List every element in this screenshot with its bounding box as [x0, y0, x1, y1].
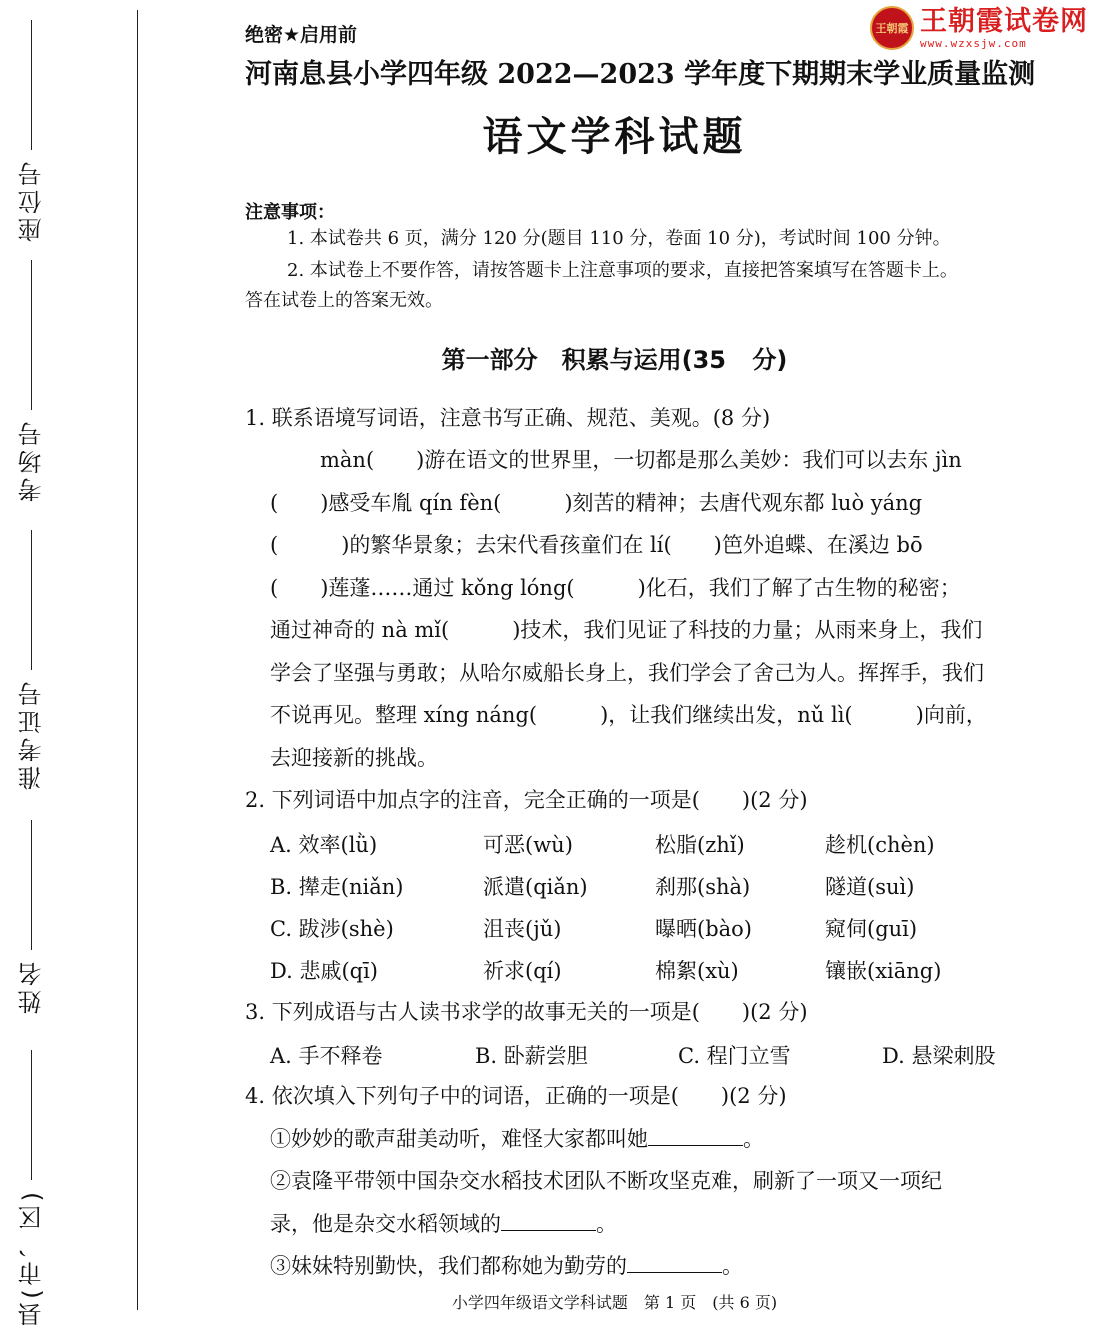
logo-seal-icon: 王朝霞 — [870, 6, 914, 50]
binding-line — [137, 10, 138, 1310]
question-1-line: 通过神奇的 nà mǐ( )技术，我们见证了科技的力量；从雨来身上，我们 — [270, 618, 983, 642]
secret-label: 绝密★启用前 — [245, 24, 358, 46]
note-2-cont: 答在试卷上的答案无效。 — [245, 290, 443, 311]
question-1-line: 去迎接新的挑战。 — [270, 746, 438, 770]
question-1-line: ( )感受车胤 qín fèn( )刻苦的精神；去唐代观东都 luò yáng — [270, 491, 923, 515]
note-1: 1. 本试卷共 6 页，满分 120 分(题目 110 分，卷面 10 分)，考试时间 100 分钟。 — [287, 228, 951, 249]
q4-sentence-3: ③妹妹特别勤快，我们都称她为勤劳的 。 — [270, 1254, 743, 1278]
q2-option-b2: 派遣(qiǎn) — [483, 875, 588, 899]
name-field — [14, 820, 49, 1014]
question-2-stem: 2. 下列词语中加点字的注音，完全正确的一项是( )(2 分) — [245, 788, 808, 812]
site-logo — [870, 6, 1088, 50]
question-1-line: 学会了坚强与勇敢；从哈尔威船长身上，我们学会了舍己为人。挥挥手，我们 — [270, 661, 984, 685]
room-label: 考场号 — [18, 418, 46, 502]
answer-blank — [648, 1125, 743, 1146]
exam-title: 河南息县小学四年级 2022—2023 学年度下期期末学业质量监测 — [245, 59, 1036, 90]
logo-name: 王朝霞试卷网 — [920, 5, 1088, 37]
q2-option-d1: D. 悲戚(qī) — [270, 959, 378, 983]
q2-option-c2: 沮丧(jǔ) — [483, 917, 562, 941]
q3-option-d: D. 悬梁刺股 — [882, 1044, 996, 1068]
q2-option-b1: B. 撵走(niǎn) — [270, 875, 404, 899]
q2-option-a3: 松脂(zhǐ) — [655, 833, 745, 857]
q2-option-a4: 趁机(chèn) — [825, 833, 935, 857]
q2-option-c4: 窥伺(guī) — [825, 917, 918, 941]
county-field — [14, 1050, 49, 1327]
q2-option-b3: 刹那(shà) — [655, 875, 751, 899]
q2-option-b4: 隧道(suì) — [825, 875, 915, 899]
binding-sidebar — [0, 0, 140, 1328]
ticket-field — [14, 530, 49, 790]
question-4-stem: 4. 依次填入下列句子中的词语，正确的一项是( )(2 分) — [245, 1084, 787, 1108]
question-3-stem: 3. 下列成语与古人读书求学的故事无关的一项是( )(2 分) — [245, 1000, 808, 1024]
note-2: 2. 本试卷上不要作答，请按答题卡上注意事项的要求，直接把答案填写在答题卡上。 — [287, 260, 958, 281]
question-1-line: 不说再见。整理 xíng náng( )，让我们继续出发，nǔ lì( )向前， — [270, 703, 987, 727]
q2-option-c3: 曝晒(bào) — [655, 917, 752, 941]
subject-title: 语文学科试题 — [482, 113, 747, 160]
q4-sentence-2: ②袁隆平带领中国杂交水稻技术团队不断攻坚克难，刷新了一项又一项纪 — [270, 1169, 942, 1193]
question-1-line: ( )莲蓬……通过 kǒng lóng( )化石，我们了解了古生物的秘密； — [270, 576, 961, 600]
q2-option-a2: 可恶(wù) — [483, 833, 573, 857]
county-label: 县(市、区) — [18, 1188, 46, 1327]
question-1-stem: 1. 联系语境写词语，注意书写正确、规范、美观。(8 分) — [245, 406, 771, 430]
q4-sentence-1: ①妙妙的歌声甜美动听，难怪大家都叫她 。 — [270, 1127, 764, 1151]
answer-blank — [501, 1210, 596, 1231]
question-1-line: ( )的繁华景象；去宋代看孩童们在 lí( )笆外追蝶、在溪边 bō — [270, 533, 923, 557]
q2-option-a1: A. 效率(lǜ) — [270, 833, 378, 857]
seat-label: 座位号 — [18, 158, 46, 242]
q4-sentence-2-cont: 录，他是杂交水稻领域的 。 — [270, 1212, 617, 1236]
q3-option-c: C. 程门立雪 — [678, 1044, 791, 1068]
question-1-line: màn( )游在语文的世界里，一切都是那么美妙：我们可以去东 jìn — [320, 448, 962, 472]
q2-option-d4: 镶嵌(xiāng) — [825, 959, 942, 983]
part-title: 第一部分 积累与运用(35 分) — [441, 346, 788, 374]
page-footer: 小学四年级语文学科试题 第 1 页 (共 6 页) — [451, 1293, 778, 1312]
logo-url: www.wzxsjw.com — [920, 36, 1027, 50]
room-field — [14, 260, 49, 502]
ticket-label: 准考证号 — [18, 678, 46, 790]
q2-option-d2: 祈求(qí) — [483, 959, 562, 983]
q3-option-b: B. 卧薪尝胆 — [475, 1044, 588, 1068]
notes-heading: 注意事项： — [245, 202, 335, 223]
answer-blank — [627, 1252, 722, 1273]
q3-option-a: A. 手不释卷 — [270, 1044, 383, 1068]
name-label: 姓名 — [18, 958, 46, 1014]
q2-option-c1: C. 跋涉(shè) — [270, 917, 394, 941]
q2-option-d3: 棉絮(xù) — [655, 959, 739, 983]
